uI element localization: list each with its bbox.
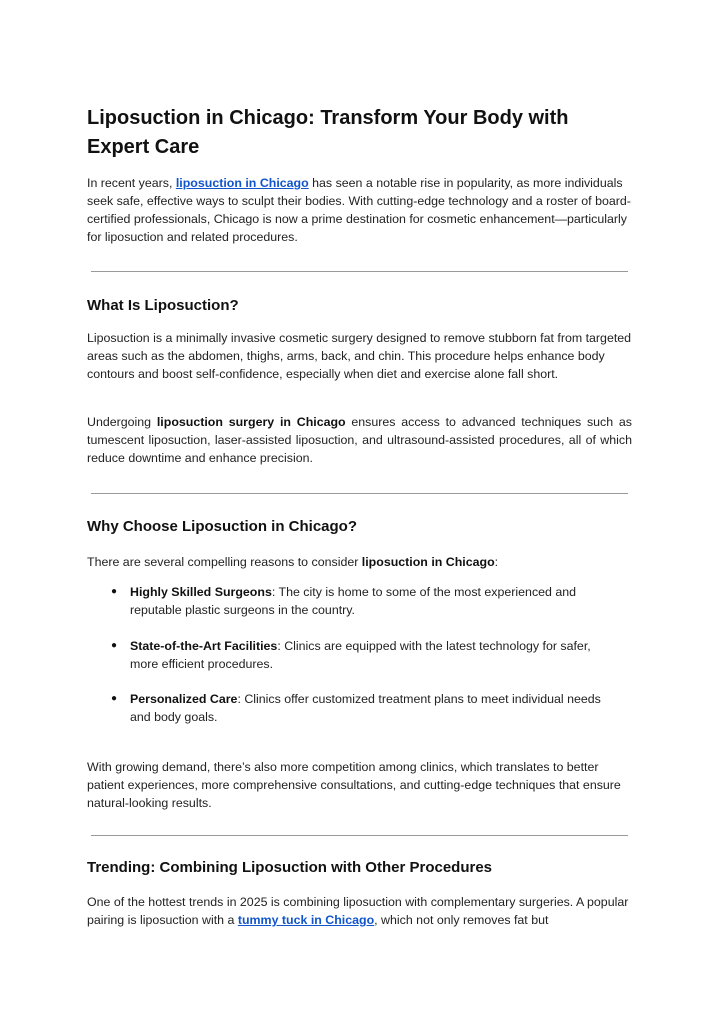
tummy-tuck-chicago-link[interactable]: tummy tuck in Chicago	[237, 913, 375, 927]
intro-text-before: In recent years,	[87, 176, 176, 190]
bullet-icon: ●	[111, 640, 118, 651]
intro-paragraph	[87, 174, 632, 246]
list-item-bold: Highly Skilled Surgeons	[130, 585, 272, 599]
what-is-paragraph-1: Liposuction is a minimally invasive cosmetic surgery designed to remove stubborn fat from targeted areas such as the abdomen, thighs, arms, back, and chin. This procedure helps enhance body contours and boost self-confidence, especially when diet and exercise alone fall short.	[87, 331, 632, 381]
liposuction-chicago-link[interactable]: liposuction in Chicago	[175, 176, 309, 190]
list-item-text	[130, 583, 620, 619]
why-choose-lead	[87, 553, 632, 571]
page-title: Liposuction in Chicago: Transform Your Body with Expert Care	[87, 107, 569, 158]
trending-text-before: One of the hottest trends in 2025 is combining liposuction with complementary surgeries. A popular pairing is liposuction with a	[87, 895, 629, 927]
liposuction-surgery-bold: liposuction surgery in Chicago	[156, 415, 346, 429]
lead-text-before: There are several compelling reasons to consider	[87, 555, 362, 569]
list-item-desc: : Clinics offer customized treatment plans to meet individual needs and body goals.	[130, 692, 601, 724]
list-item-text	[130, 690, 620, 726]
list-item-desc: : Clinics are equipped with the latest technology for safer, more efficient procedures.	[130, 639, 591, 671]
what-is-paragraph-2	[87, 413, 632, 467]
lead-bold: liposuction in Chicago	[361, 555, 495, 569]
para2-text-before: Undergoing	[87, 415, 157, 429]
divider-2	[91, 493, 628, 494]
list-item-bold: State-of-the-Art Facilities	[130, 639, 278, 653]
why-choose-closing: With growing demand, there’s also more competition among clinics, which translates to better patient experiences, more comprehensive consultations, and cutting-edge techniques that ensure natural-looking results.	[87, 760, 621, 810]
para2-text-after: ensures access to advanced techniques such as tumescent liposuction, laser-assisted liposuction, and ultrasound-assisted procedures, all of which reduce downtime and enhance precision.	[87, 415, 632, 465]
lead-text-after: :	[494, 555, 499, 569]
divider-3	[91, 835, 628, 836]
divider-1	[91, 271, 628, 272]
bullet-icon: ●	[111, 693, 118, 704]
trending-text-after: , which not only removes fat but	[374, 913, 549, 927]
section-heading-what-is: What Is Liposuction?	[87, 297, 239, 314]
intro-text-after: has seen a notable rise in popularity, as more individuals seek safe, effective ways to sculpt their bodies. With cutting-edge technology and a roster of board-certified professionals, Chicago is now a prime destination for cosmetic enhancement—particularly for liposuction and related procedures.	[87, 176, 631, 244]
trending-paragraph	[87, 893, 632, 929]
list-item-bold: Personalized Care	[130, 692, 238, 706]
section-heading-why-choose: Why Choose Liposuction in Chicago?	[87, 518, 357, 535]
list-item-desc: : The city is home to some of the most experienced and reputable plastic surgeons in the country.	[130, 585, 577, 617]
list-item-text	[130, 637, 620, 673]
section-heading-trending: Trending: Combining Liposuction with Other Procedures	[87, 859, 493, 876]
bullet-icon: ●	[111, 586, 118, 597]
